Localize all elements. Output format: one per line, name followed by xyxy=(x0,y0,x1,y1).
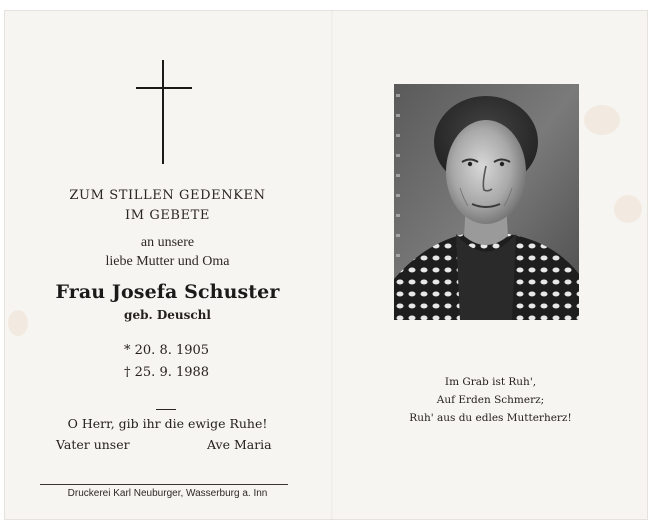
memorial-card xyxy=(4,10,648,520)
heading-line-2: IM GEBETE xyxy=(124,208,211,223)
left-page xyxy=(4,10,331,520)
verse-line-1: Im Grab ist Ruh', xyxy=(444,376,537,388)
verse-line-2: Auf Erden Schmerz; xyxy=(436,394,545,406)
heading-line-1: ZUM STILLEN GEDENKEN xyxy=(69,188,266,203)
divider-dash xyxy=(156,409,176,410)
prayer-ave-maria: Ave Maria xyxy=(207,437,272,452)
deceased-name: Frau Josefa Schuster xyxy=(55,281,280,303)
portrait-image xyxy=(394,84,579,320)
intro-line-2: liebe Mutter und Oma xyxy=(105,254,230,269)
death-date: † 25. 9. 1988 xyxy=(124,365,210,380)
cross-icon xyxy=(136,60,192,164)
prayer-vater-unser: Vater unser xyxy=(56,437,130,452)
birth-date: * 20. 8. 1905 xyxy=(124,343,210,358)
prayer-line: O Herr, gib ihr die ewige Ruhe! xyxy=(67,416,268,431)
right-page xyxy=(333,10,648,520)
portrait-photo xyxy=(394,84,579,320)
intro-line-1: an unsere xyxy=(140,235,195,250)
maiden-name: geb. Deuschl xyxy=(124,308,211,322)
verse-line-3: Ruh' aus du edles Mutterherz! xyxy=(409,412,572,424)
footer-rule xyxy=(40,484,288,485)
printer-credit: Druckerei Karl Neuburger, Wasserburg a. Inn xyxy=(67,488,268,499)
